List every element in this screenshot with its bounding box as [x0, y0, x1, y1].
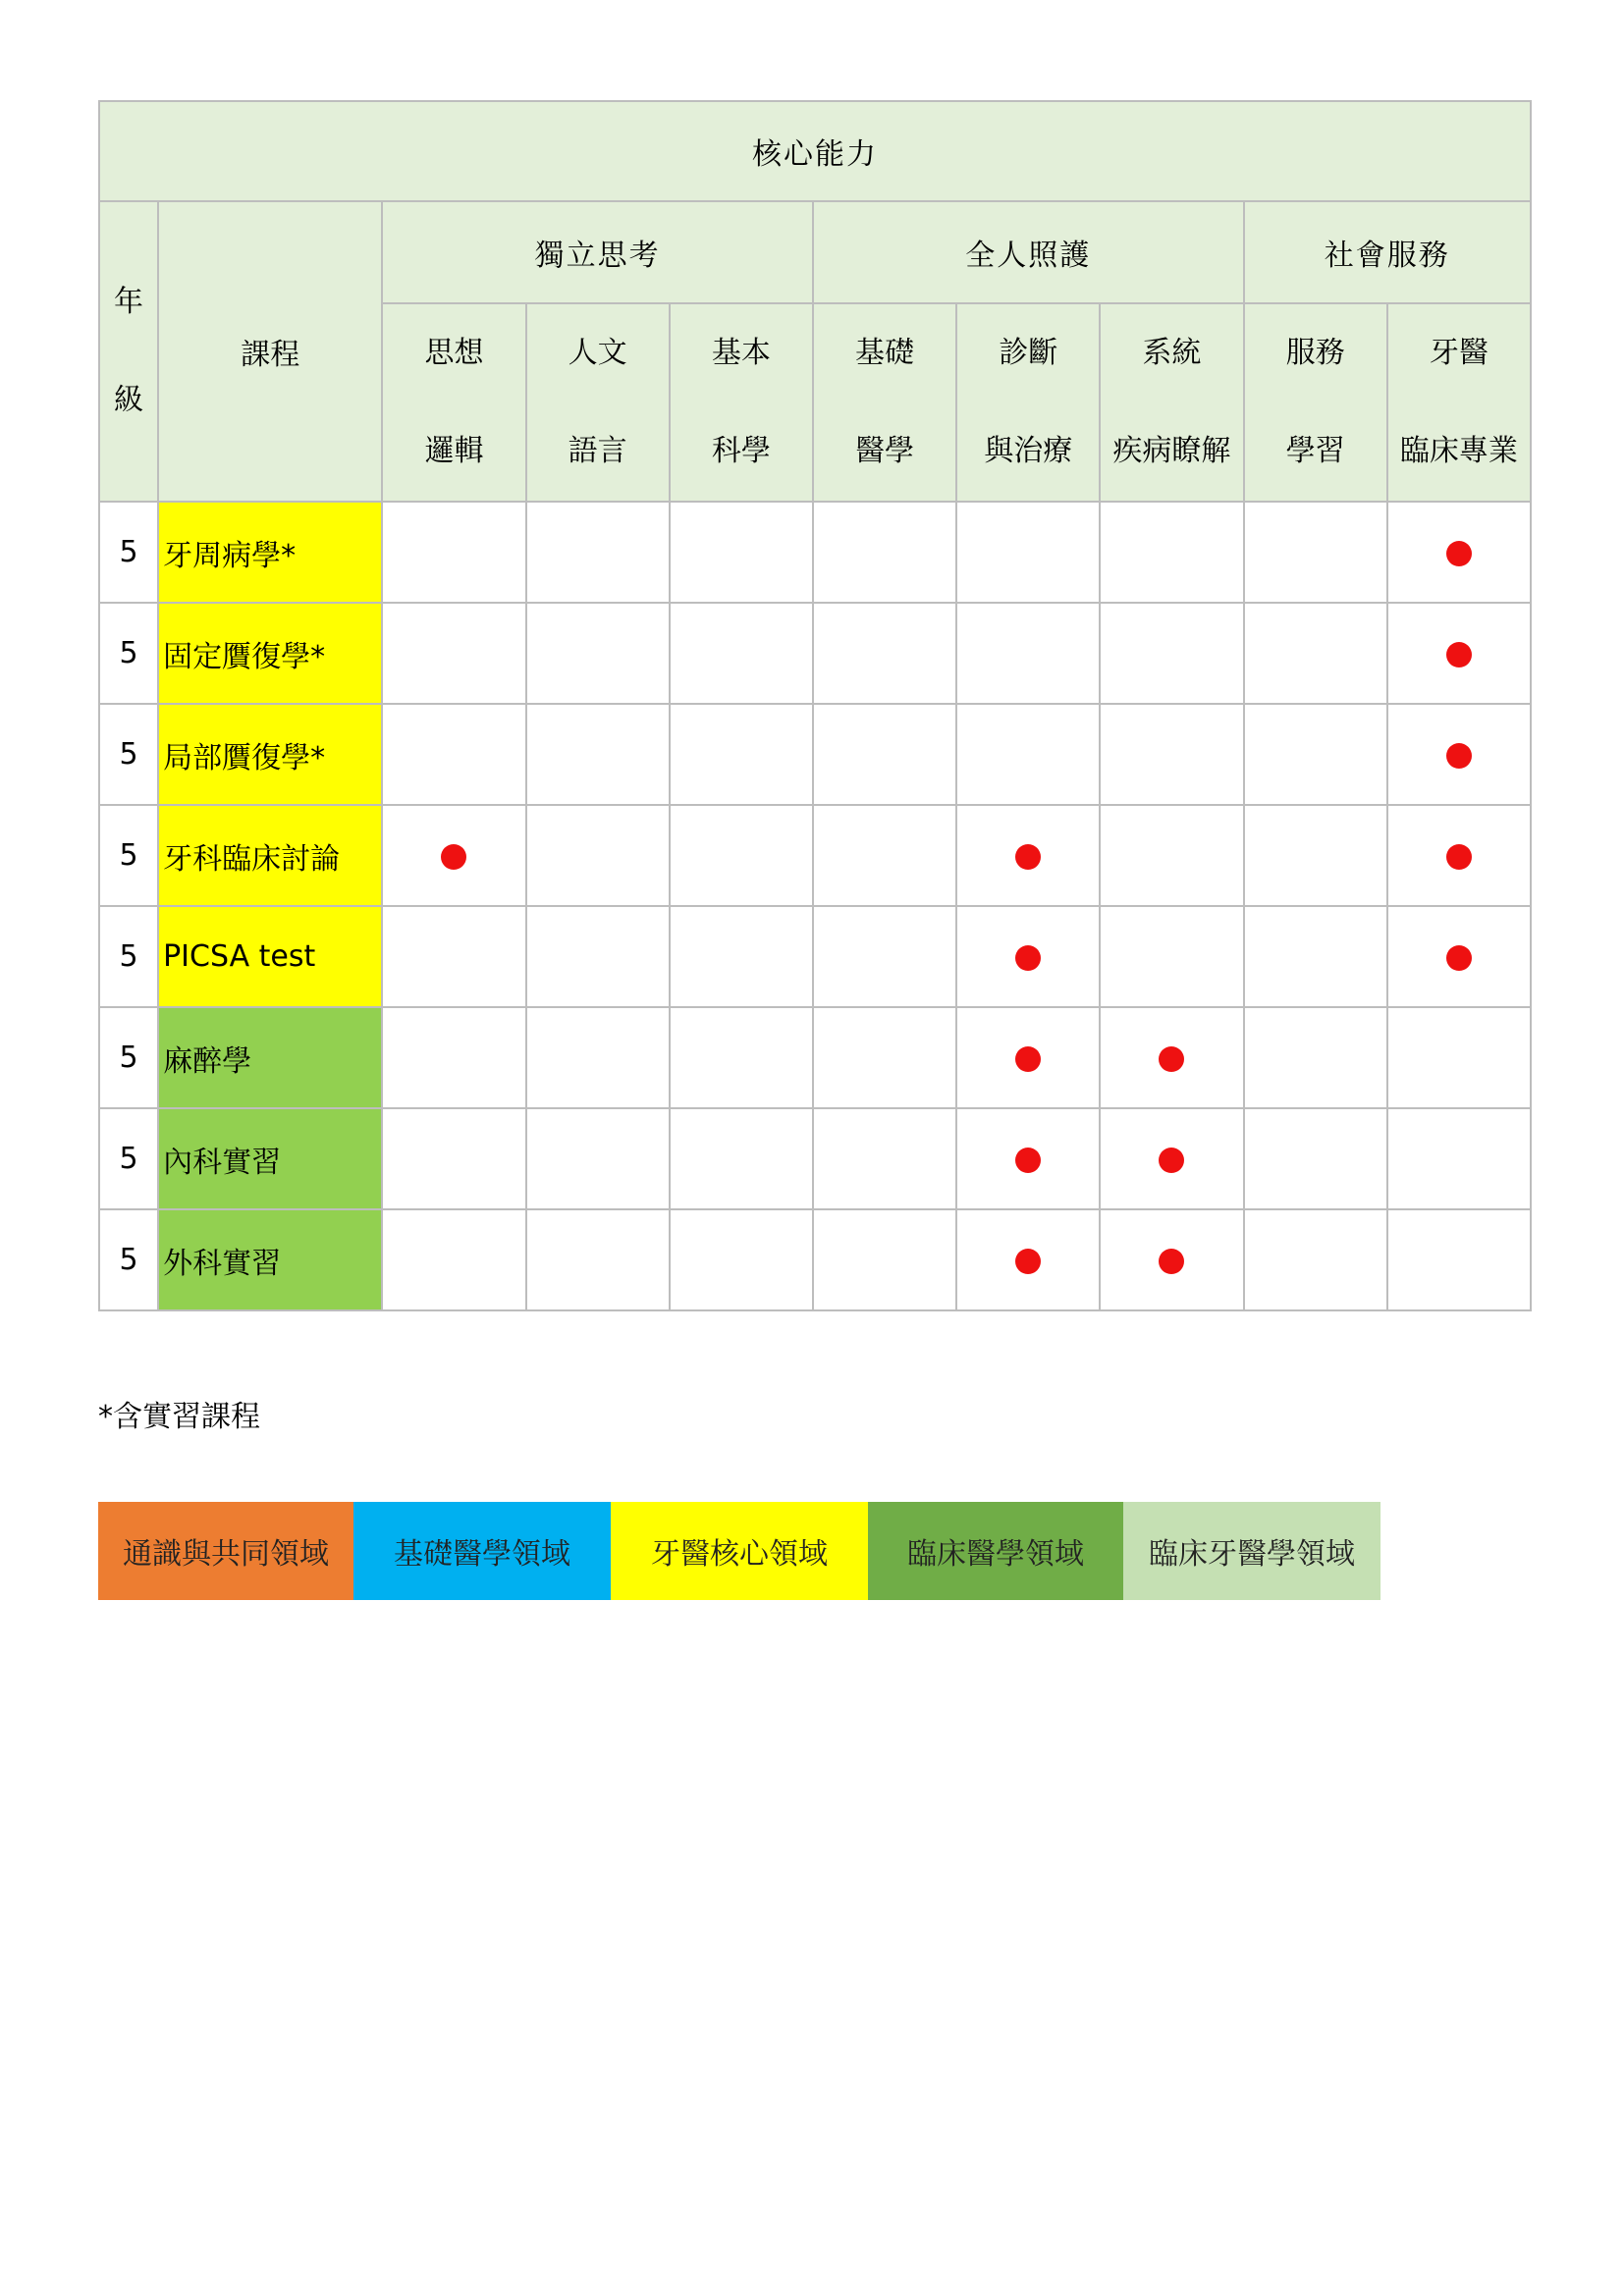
course-name-cell: 局部贋復學*: [158, 704, 382, 805]
competency-cell: [670, 704, 813, 805]
competency-cell: [1244, 603, 1387, 704]
competency-cell: [382, 805, 525, 906]
red-dot-icon: [1446, 844, 1472, 870]
competency-cell: [670, 1108, 813, 1209]
sub-header-line-2: 醫學: [855, 434, 915, 468]
course-name-cell: 牙科臨床討論: [158, 805, 382, 906]
competency-cell: [670, 1007, 813, 1108]
competency-cell: [1244, 704, 1387, 805]
competency-cell: [382, 1209, 525, 1310]
sub-header-line-1: 基本: [711, 336, 771, 370]
footnote: *含實習課程: [98, 1400, 260, 1434]
competency-cell: [813, 1007, 956, 1108]
sub-header-line-1: 人文: [568, 336, 627, 370]
sub-header-line-2: 邏輯: [424, 434, 484, 468]
table-row: [99, 502, 1531, 603]
sub-header-1: [526, 303, 670, 502]
competency-cell: [956, 502, 1100, 603]
competency-cell: [1100, 1209, 1243, 1310]
table-row: [99, 1108, 1531, 1209]
grade-cell: 5: [99, 1108, 158, 1209]
group-header-independent-thinking: 獨立思考: [382, 201, 813, 303]
red-dot-icon: [441, 844, 466, 870]
competency-cell: [526, 1209, 670, 1310]
group-header-holistic-care: 全人照護: [813, 201, 1244, 303]
grade-cell: 5: [99, 1209, 158, 1310]
competency-cell: [670, 906, 813, 1007]
sub-header-0: [382, 303, 525, 502]
sub-header-4: [956, 303, 1100, 502]
year-header-line-1: 年: [114, 285, 144, 319]
competency-cell: [526, 603, 670, 704]
course-name-cell: 外科實習: [158, 1209, 382, 1310]
competency-cell: [1387, 704, 1531, 805]
competency-cell: [526, 805, 670, 906]
competency-cell: [382, 502, 525, 603]
legend-item: 基礎醫學領域: [353, 1502, 611, 1600]
sub-header-line-1: 基礎: [855, 336, 915, 370]
competency-cell: [382, 1108, 525, 1209]
sub-header-line-1: 牙醫: [1429, 336, 1489, 370]
course-name-cell: 內科實習: [158, 1108, 382, 1209]
competency-cell: [1387, 603, 1531, 704]
competency-cell: [813, 1108, 956, 1209]
red-dot-icon: [1446, 743, 1472, 769]
competency-cell: [1387, 1007, 1531, 1108]
competency-cell: [526, 502, 670, 603]
competency-cell: [670, 1209, 813, 1310]
competency-cell: [813, 1209, 956, 1310]
table-body: [99, 502, 1531, 1310]
red-dot-icon: [1446, 541, 1472, 566]
course-name-cell: 牙周病學*: [158, 502, 382, 603]
competency-cell: [1244, 1209, 1387, 1310]
competency-cell: [1244, 502, 1387, 603]
legend-item: 臨床牙醫學領域: [1123, 1502, 1380, 1600]
sub-header-line-1: 診斷: [999, 336, 1058, 370]
table-row: [99, 704, 1531, 805]
competency-cell: [526, 1007, 670, 1108]
competency-cell: [956, 1007, 1100, 1108]
competency-cell: [1100, 603, 1243, 704]
competency-cell: [670, 805, 813, 906]
competency-cell: [1100, 1108, 1243, 1209]
competency-cell: [813, 805, 956, 906]
competency-cell: [813, 502, 956, 603]
red-dot-icon: [1159, 1046, 1184, 1072]
red-dot-icon: [1015, 1148, 1041, 1173]
competency-cell: [670, 603, 813, 704]
sub-header-line-1: 系統: [1142, 336, 1202, 370]
sub-header-line-1: 服務: [1285, 336, 1345, 370]
competency-cell: [813, 906, 956, 1007]
competency-cell: [382, 704, 525, 805]
table-row: [99, 603, 1531, 704]
competency-cell: [1244, 1007, 1387, 1108]
competency-cell: [1100, 1007, 1243, 1108]
competency-cell: [1100, 805, 1243, 906]
course-name-cell: 麻醉學: [158, 1007, 382, 1108]
competency-cell: [813, 704, 956, 805]
group-header-social-service: 社會服務: [1244, 201, 1531, 303]
red-dot-icon: [1015, 1249, 1041, 1274]
table-row: [99, 805, 1531, 906]
domain-legend: [98, 1502, 1380, 1600]
competency-cell: [1244, 805, 1387, 906]
core-competency-table: [98, 100, 1532, 1311]
table-row: [99, 1209, 1531, 1310]
competency-cell: [1387, 805, 1531, 906]
legend-item: 牙醫核心領域: [611, 1502, 868, 1600]
sub-header-line-2: 語言: [568, 434, 627, 468]
competency-cell: [1100, 906, 1243, 1007]
red-dot-icon: [1015, 1046, 1041, 1072]
red-dot-icon: [1015, 844, 1041, 870]
grade-cell: 5: [99, 704, 158, 805]
competency-cell: [526, 704, 670, 805]
legend-item: 通識與共同領域: [98, 1502, 353, 1600]
year-header: [99, 201, 158, 502]
sub-header-7: [1387, 303, 1531, 502]
sub-header-line-1: 思想: [424, 336, 484, 370]
red-dot-icon: [1159, 1249, 1184, 1274]
grade-cell: 5: [99, 906, 158, 1007]
sub-header-line-2: 與治療: [984, 434, 1073, 468]
sub-header-line-2: 疾病瞭解: [1112, 434, 1231, 468]
table-row: [99, 906, 1531, 1007]
grade-cell: 5: [99, 1007, 158, 1108]
legend-item: 臨床醫學領域: [868, 1502, 1123, 1600]
course-name-cell: 固定贋復學*: [158, 603, 382, 704]
competency-cell: [813, 603, 956, 704]
competency-cell: [956, 1108, 1100, 1209]
course-name-cell: PICSA test: [158, 906, 382, 1007]
year-header-line-2: 級: [114, 383, 144, 417]
red-dot-icon: [1015, 945, 1041, 971]
grade-cell: 5: [99, 805, 158, 906]
competency-cell: [956, 603, 1100, 704]
competency-cell: [956, 805, 1100, 906]
competency-cell: [1100, 502, 1243, 603]
competency-cell: [1244, 906, 1387, 1007]
red-dot-icon: [1446, 642, 1472, 667]
table-title: 核心能力: [99, 101, 1531, 201]
red-dot-icon: [1446, 945, 1472, 971]
competency-cell: [956, 704, 1100, 805]
grade-cell: 5: [99, 502, 158, 603]
competency-cell: [382, 603, 525, 704]
competency-cell: [382, 906, 525, 1007]
competency-cell: [956, 906, 1100, 1007]
sub-header-line-2: 學習: [1285, 434, 1345, 468]
sub-header-3: [813, 303, 956, 502]
competency-cell: [956, 1209, 1100, 1310]
red-dot-icon: [1159, 1148, 1184, 1173]
competency-cell: [526, 906, 670, 1007]
sub-header-line-2: 臨床專業: [1399, 434, 1518, 468]
competency-cell: [382, 1007, 525, 1108]
sub-header-5: [1100, 303, 1243, 502]
competency-cell: [1244, 1108, 1387, 1209]
grade-cell: 5: [99, 603, 158, 704]
table-row: [99, 1007, 1531, 1108]
sub-header-6: [1244, 303, 1387, 502]
competency-cell: [670, 502, 813, 603]
competency-cell: [1387, 502, 1531, 603]
competency-cell: [1387, 1209, 1531, 1310]
course-header: 課程: [158, 201, 382, 502]
competency-cell: [1387, 1108, 1531, 1209]
sub-header-2: [670, 303, 813, 502]
sub-header-line-2: 科學: [711, 434, 771, 468]
competency-cell: [1387, 906, 1531, 1007]
competency-cell: [1100, 704, 1243, 805]
competency-cell: [526, 1108, 670, 1209]
